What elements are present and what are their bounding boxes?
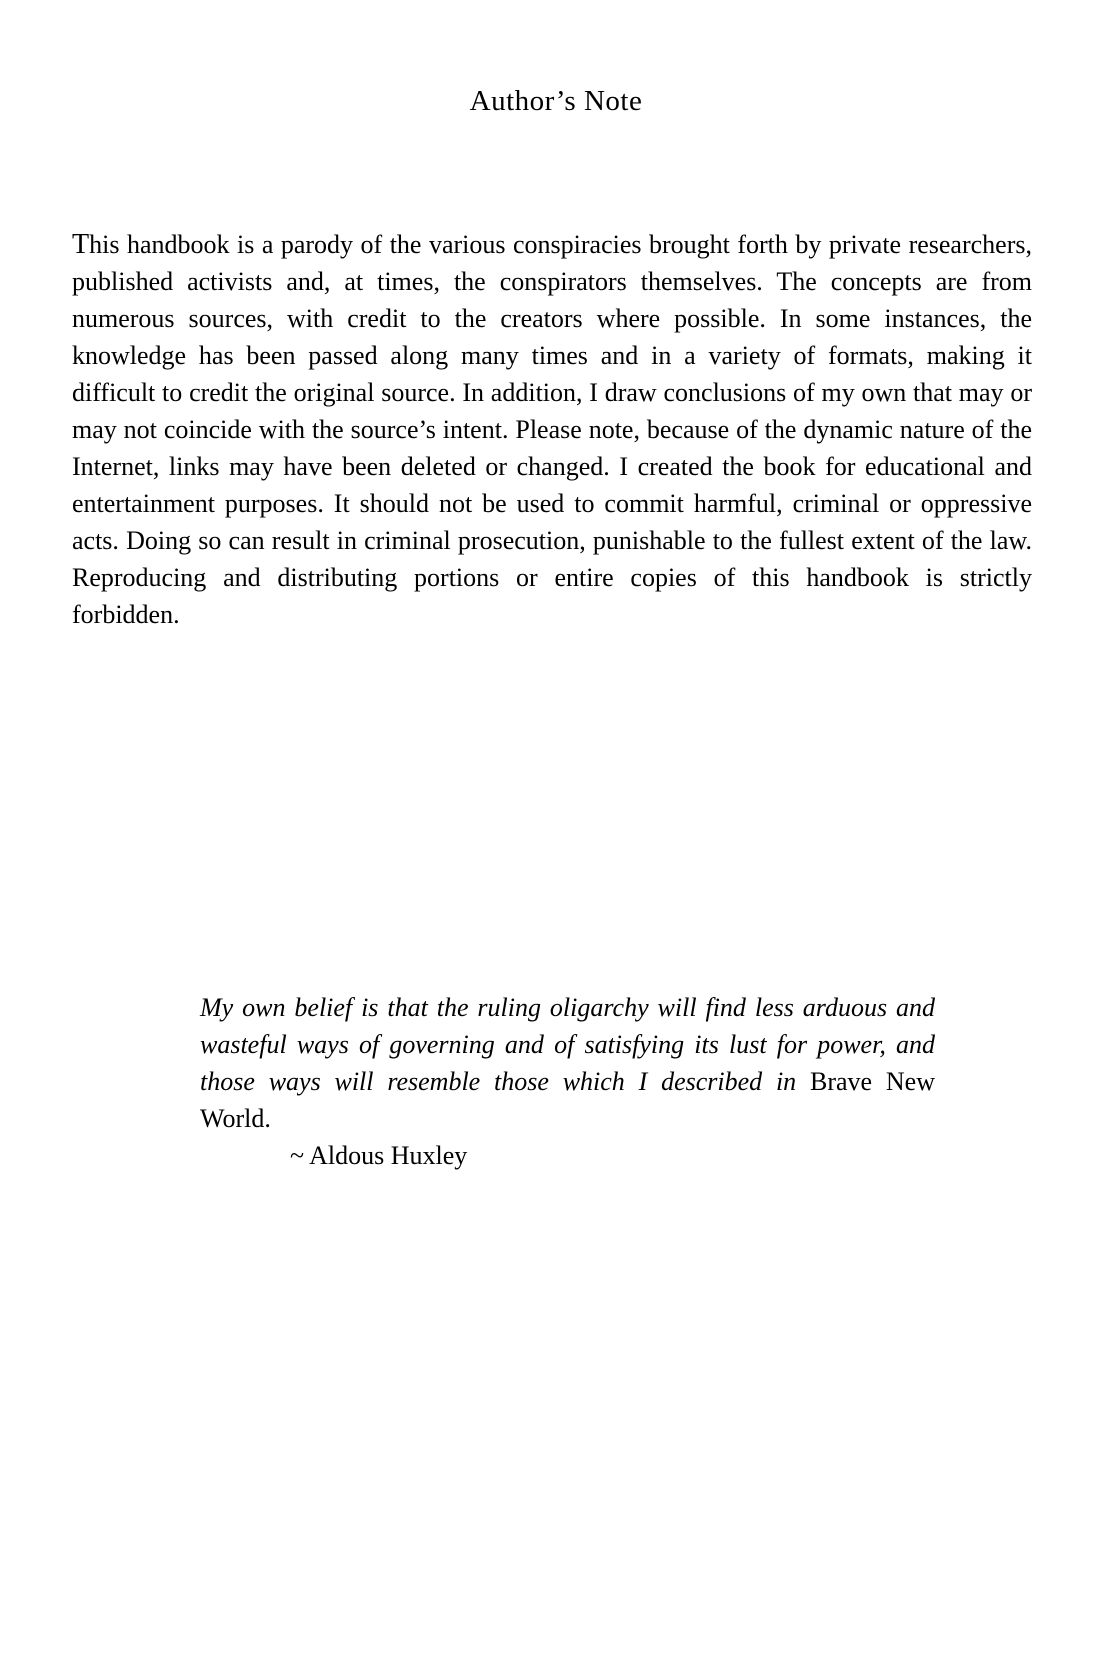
quote-block: [200, 989, 935, 1174]
quote-italic-text: My own belief is that the ruling oligarchy will find less arduous and wasteful ways of governing and of satisfying its lust for power, and those ways will resemble those which I described in: [200, 993, 935, 1096]
quote-attribution: ~ Aldous Huxley: [290, 1141, 468, 1170]
page-title: Author’s Note: [469, 85, 643, 117]
author-note-paragraph: This handbook is a parody of the various conspiracies brought forth by private researchers, published activists and, at times, the conspirators themselves. The concepts are from numerous sources, with credit to the creators where possible. In some instances, the knowledge has been passed along many times and in a variety of formats, making it difficult to credit the original source. In addition, I draw conclusions of my own that may or may not coincide with the source’s intent. Please note, because of the dynamic nature of the Internet, links may have been deleted or changed. I created the book for educational and entertainment purposes. It should not be used to commit harmful, criminal or oppressive acts. Doing so can result in criminal prosecution, punishable to the fullest extent of the law. Reproducing and distributing portions or entire copies of this handbook is strictly forbidden.: [72, 229, 1032, 629]
quote-body: [200, 989, 935, 1137]
quote-book-title: Brave New World.: [200, 1067, 935, 1133]
